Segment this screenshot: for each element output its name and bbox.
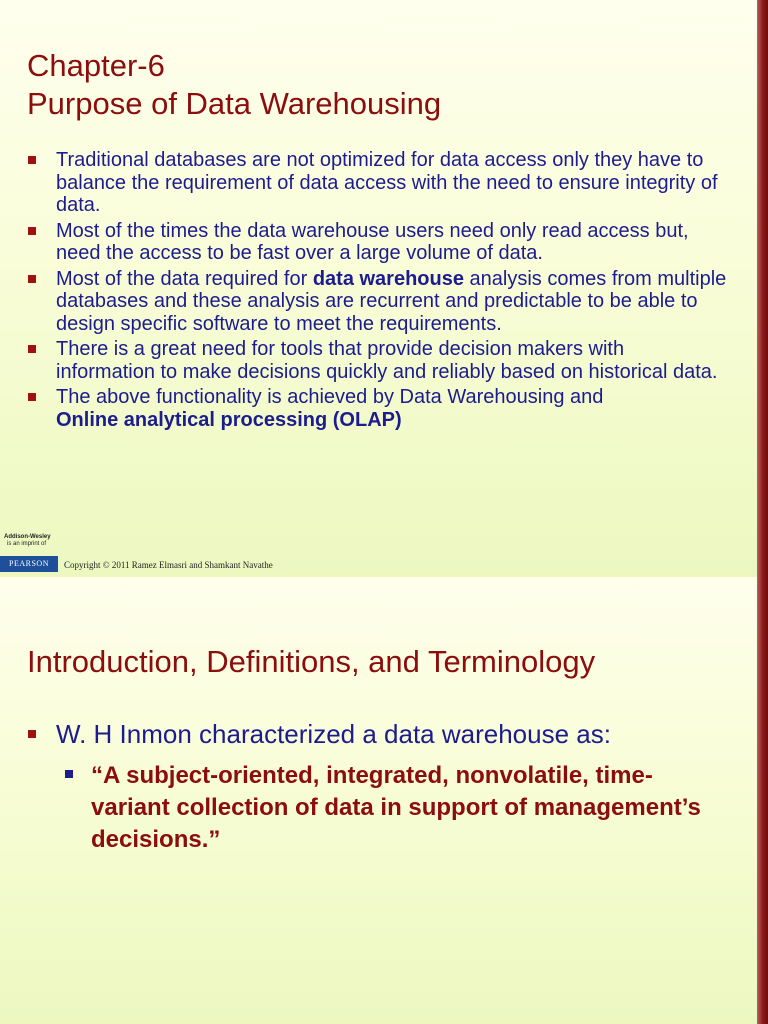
bullet-text: Traditional databases are not optimized for data access only they have to balance the requirement of data access with the need to ensure integrity of data. xyxy=(56,149,718,216)
bullet-square-icon xyxy=(28,227,36,235)
slide-edge-bar xyxy=(757,577,768,1024)
bullet-item xyxy=(27,338,727,383)
title-line-purpose: Purpose of Data Warehousing xyxy=(27,86,442,121)
slide-introduction xyxy=(0,577,768,1024)
pearson-logo: PEARSON xyxy=(0,556,58,572)
addison-wesley-logo xyxy=(4,534,58,548)
bullet-list xyxy=(27,149,727,434)
copyright-text: Copyright © 2011 Ramez Elmasri and Shamkant Navathe xyxy=(64,560,273,570)
sub-bullet-square-icon xyxy=(65,770,73,778)
bullet-item xyxy=(27,220,727,265)
publisher-imprint: is an imprint of xyxy=(7,541,47,547)
bullet-item xyxy=(27,386,727,431)
bullet-square-icon xyxy=(28,393,36,401)
bullet-item xyxy=(27,268,727,336)
bullet-square-icon xyxy=(28,156,36,164)
title-line-chapter: Chapter-6 xyxy=(27,48,165,83)
sub-bullet-item xyxy=(91,760,711,856)
slide-edge-bar xyxy=(757,0,768,577)
publisher-name: Addison-Wesley xyxy=(4,534,51,540)
bullet-text: Most of the times the data warehouse users need only read access but, need the access to be fast over a large volume of data. xyxy=(56,219,689,264)
bullet-item xyxy=(27,716,611,752)
bullet-text: The above functionality is achieved by Data Warehousing and xyxy=(56,386,604,408)
bullet-text: There is a great need for tools that provide decision makers with information to make decisions quickly and reliably based on historical data. xyxy=(56,338,718,383)
bullet-text-bold-olap: Online analytical processing (OLAP) xyxy=(56,408,402,431)
slide-title: Introduction, Definitions, and Terminology xyxy=(27,644,596,679)
slide-footer xyxy=(0,531,757,575)
bullet-text-before: Most of the data required for xyxy=(56,267,313,290)
bullet-item xyxy=(27,149,727,217)
definition-quote: “A subject-oriented, integrated, nonvolatile, time-variant collection of data in support of management’s decisions.” xyxy=(91,762,701,853)
bullet-square-icon xyxy=(28,345,36,353)
bullet-square-icon xyxy=(28,730,36,738)
bullet-text: W. H Inmon characterized a data warehouse as: xyxy=(56,719,611,749)
bullet-square-icon xyxy=(28,275,36,283)
bullet-text-after: analysis comes from multiple databases and these analysis are recurrent and predictable to be able to design specific software to meet the requirements. xyxy=(56,267,727,335)
bullet-text-bold: data warehouse xyxy=(312,267,464,290)
slide-title xyxy=(27,47,441,123)
